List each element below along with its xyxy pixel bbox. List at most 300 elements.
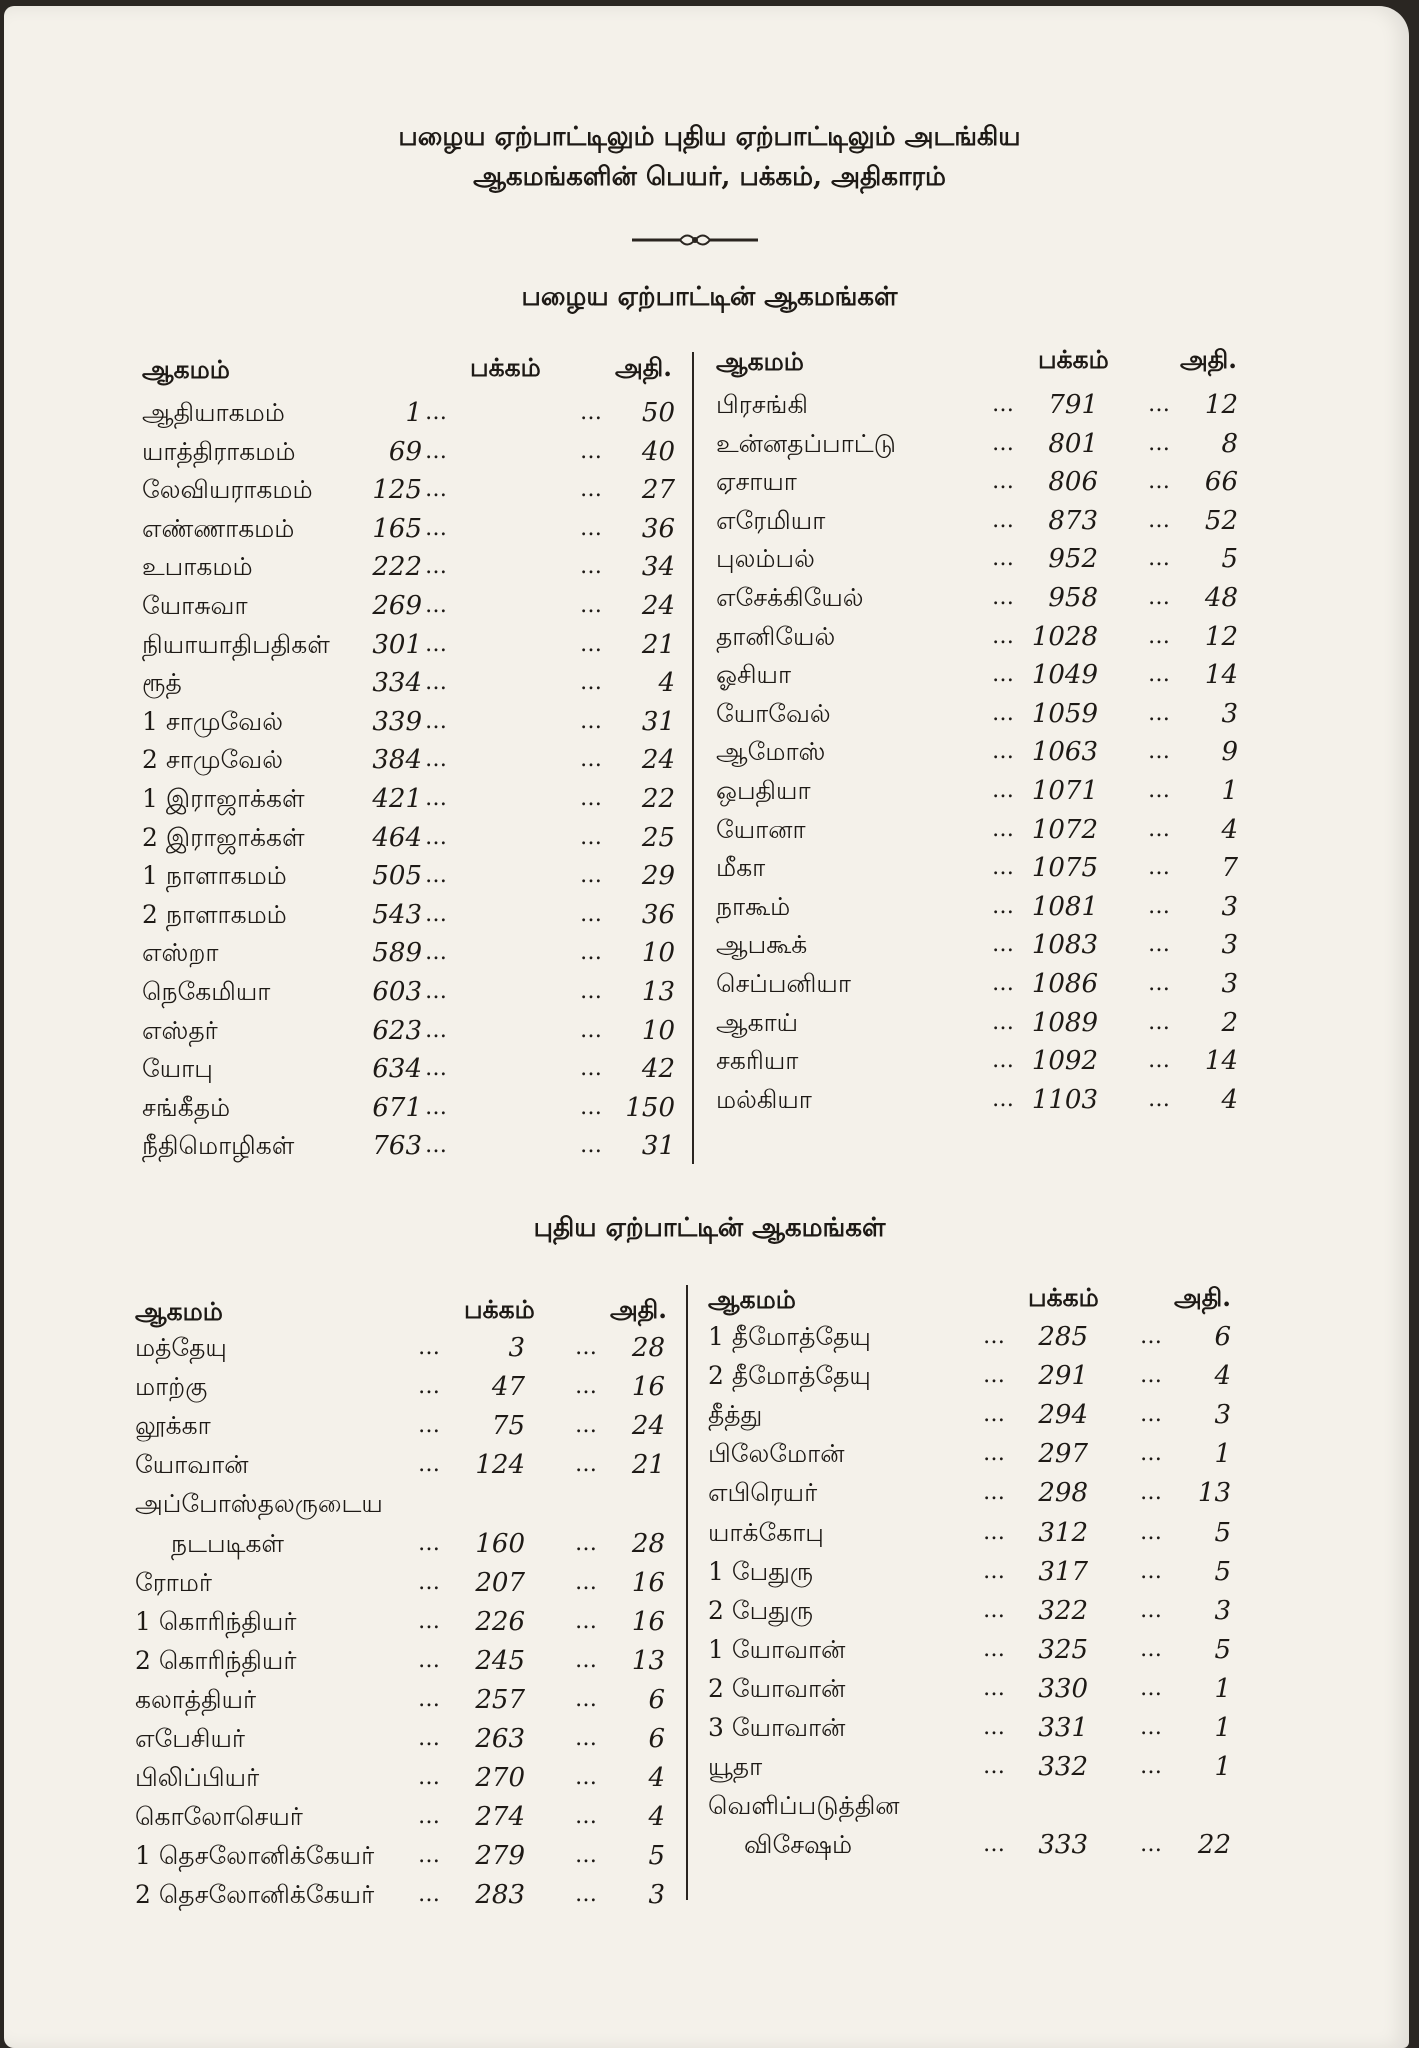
leader-dots: … <box>580 786 603 811</box>
chapter-count: 6 <box>648 1724 665 1754</box>
leader-dots: … <box>575 1647 598 1673</box>
page-number: 1072 <box>1031 814 1098 845</box>
book-name: 2 யோவான் <box>708 1673 846 1703</box>
page-number: 464 <box>372 822 422 853</box>
book-name: 1 தெசலோனிக்கேயர் <box>135 1841 375 1871</box>
chapter-count: 25 <box>641 822 675 853</box>
chapter-count: 5 <box>1221 544 1238 575</box>
leader-dots: … <box>425 1133 448 1159</box>
chapter-count: 21 <box>631 1450 665 1481</box>
leader-dots: … <box>1148 816 1171 842</box>
page-number: 958 <box>1048 583 1098 613</box>
chapter-count: 3 <box>1221 969 1238 999</box>
leader-dots: … <box>992 623 1015 649</box>
title-line-1: பழைய ஏற்பாட்டிலும் புதிய ஏற்பாட்டிலும் அடங்கிய <box>398 122 1021 152</box>
leader-dots: … <box>575 1686 598 1712</box>
chapter-count: 5 <box>1214 1517 1231 1548</box>
column-header-page: பக்கம் <box>1028 1283 1099 1312</box>
chapter-count: 3 <box>1221 698 1238 729</box>
page-number: 125 <box>372 475 422 506</box>
chapter-count: 24 <box>641 745 675 776</box>
leader-dots: … <box>1148 1048 1171 1074</box>
leader-dots: … <box>580 979 603 1004</box>
chapter-count: 6 <box>1214 1322 1231 1352</box>
book-name: லேவியராகமம் <box>142 475 313 505</box>
page-number: 1103 <box>1031 1084 1098 1115</box>
book-name: 1 தீமோத்தேயு <box>708 1322 871 1351</box>
leader-dots: … <box>1140 1636 1163 1662</box>
book-name: 2 நாளாகமம் <box>142 899 287 929</box>
leader-dots: … <box>983 1636 1006 1662</box>
page-number: 791 <box>1048 390 1098 420</box>
page-number: 806 <box>1048 467 1098 498</box>
book-name: அப்போஸ்தலருடைய <box>135 1489 383 1519</box>
chapter-count: 66 <box>1204 467 1238 498</box>
page-number: 1059 <box>1031 698 1098 729</box>
leader-dots: … <box>425 670 448 696</box>
page-number: 1049 <box>1031 660 1098 691</box>
chapter-count: 1 <box>1214 1752 1231 1783</box>
leader-dots: … <box>580 747 603 773</box>
leader-dots: … <box>992 971 1015 996</box>
leader-dots: … <box>580 631 603 657</box>
chapter-count: 50 <box>641 398 675 428</box>
leader-dots: … <box>1140 1754 1163 1780</box>
leader-dots: … <box>1148 585 1171 610</box>
leader-dots: … <box>575 1608 598 1634</box>
book-name: உபாகமம் <box>142 552 253 582</box>
column-header-chapters: அதி. <box>1180 345 1237 374</box>
page-number: 384 <box>372 745 422 776</box>
leader-dots: … <box>575 1530 598 1556</box>
leader-dots: … <box>1148 1086 1171 1112</box>
book-name: 2 கொரிந்தியர் <box>135 1645 297 1675</box>
page-number: 312 <box>1038 1517 1088 1548</box>
leader-dots: … <box>1148 392 1171 417</box>
column-header-book: ஆகமம் <box>716 347 804 376</box>
leader-dots: … <box>1140 1402 1163 1428</box>
leader-dots: … <box>580 1017 603 1043</box>
leader-dots: … <box>418 1569 441 1595</box>
book-name: உன்னதப்பாட்டு <box>716 428 896 458</box>
column-header-chapters: அதி. <box>1174 1283 1231 1312</box>
leader-dots: … <box>983 1597 1006 1623</box>
book-name: 1 சாமுவேல் <box>142 706 283 736</box>
page-number: 634 <box>372 1054 422 1085</box>
leader-dots: … <box>983 1480 1006 1506</box>
leader-dots: … <box>425 554 448 580</box>
book-name: சங்கீதம் <box>142 1092 231 1122</box>
book-name: மீகா <box>716 853 766 883</box>
chapter-count: 4 <box>648 1763 665 1794</box>
chapter-count: 31 <box>641 706 675 737</box>
leader-dots: … <box>580 670 603 696</box>
leader-dots: … <box>983 1675 1006 1701</box>
leader-dots: … <box>992 430 1015 456</box>
book-name: மாற்கு <box>135 1372 208 1402</box>
leader-dots: … <box>983 1363 1006 1389</box>
leader-dots: … <box>983 1441 1006 1467</box>
old-testament-heading: பழைய ஏற்பாட்டின் ஆகமங்கள் <box>521 282 898 312</box>
book-name: 1 நாளாகமம் <box>142 861 287 891</box>
chapter-count: 3 <box>1221 930 1238 961</box>
book-name: ஆபகூக் <box>716 930 808 960</box>
chapter-count: 9 <box>1221 737 1238 768</box>
leader-dots: … <box>575 1726 598 1751</box>
page-number: 317 <box>1038 1556 1088 1587</box>
leader-dots: … <box>1140 1519 1163 1545</box>
page-number: 339 <box>372 706 422 737</box>
leader-dots: … <box>1148 507 1171 533</box>
column-header-book: ஆகமம் <box>708 1285 796 1314</box>
book-name: யோனா <box>716 814 806 844</box>
leader-dots: … <box>575 1413 598 1439</box>
leader-dots: … <box>425 979 448 1004</box>
book-name: எசேக்கியேல் <box>716 583 864 612</box>
leader-dots: … <box>425 1094 448 1120</box>
book-name: கொலோசெயர் <box>135 1802 303 1832</box>
leader-dots: … <box>425 593 448 618</box>
chapter-count: 6 <box>648 1684 665 1715</box>
page-number: 294 <box>1038 1400 1088 1431</box>
leader-dots: … <box>992 932 1015 958</box>
book-name: ஓசியா <box>716 660 792 690</box>
leader-dots: … <box>992 585 1015 610</box>
book-name: எபிரெயர் <box>708 1478 818 1508</box>
leader-dots: … <box>1148 971 1171 996</box>
book-name: 3 யோவான் <box>708 1713 846 1742</box>
leader-dots: … <box>425 477 448 503</box>
leader-dots: … <box>425 400 448 425</box>
leader-dots: … <box>418 1452 441 1478</box>
old-testament-column-rule <box>692 352 694 1164</box>
chapter-count: 31 <box>641 1131 675 1162</box>
leader-dots: … <box>580 940 603 966</box>
leader-dots: … <box>1140 1441 1163 1467</box>
page-number: 763 <box>372 1131 422 1162</box>
chapter-count: 52 <box>1204 505 1238 536</box>
leader-dots: … <box>992 1009 1015 1035</box>
book-name: ரூத் <box>142 668 182 698</box>
page-number: 331 <box>1038 1713 1088 1743</box>
page-number: 226 <box>475 1606 525 1637</box>
page-number: 207 <box>475 1567 525 1598</box>
leader-dots: … <box>1140 1715 1163 1740</box>
book-name: நடபடிகள் <box>171 1528 284 1558</box>
leader-dots: … <box>1140 1363 1163 1389</box>
book-name: வெளிப்படுத்தின <box>708 1791 900 1821</box>
chapter-count: 36 <box>641 899 675 930</box>
book-name: நியாயாதிபதிகள் <box>142 629 330 659</box>
chapter-count: 34 <box>641 552 675 583</box>
chapter-count: 29 <box>641 861 675 892</box>
book-name: பிலிப்பியர் <box>135 1763 260 1793</box>
leader-dots: … <box>425 515 448 541</box>
page-number: 3 <box>508 1333 525 1363</box>
page-number: 1089 <box>1031 1007 1098 1038</box>
book-name: ஆமோஸ் <box>716 737 826 767</box>
chapter-count: 150 <box>625 1092 675 1123</box>
page-number: 165 <box>372 513 422 544</box>
leader-dots: … <box>575 1569 598 1595</box>
book-name: நாகூம் <box>716 891 791 921</box>
column-header-page: பக்கம் <box>1038 345 1109 374</box>
chapter-count: 13 <box>1197 1478 1231 1509</box>
leader-dots: … <box>425 631 448 657</box>
leader-dots: … <box>425 863 448 889</box>
book-name: யூதா <box>708 1752 763 1782</box>
chapter-count: 10 <box>641 938 675 969</box>
leader-dots: … <box>992 778 1015 803</box>
page-number: 332 <box>1038 1752 1088 1783</box>
new-testament-heading: புதிய ஏற்பாட்டின் ஆகமங்கள் <box>533 1213 886 1243</box>
leader-dots: … <box>983 1715 1006 1740</box>
chapter-count: 4 <box>1221 814 1238 845</box>
leader-dots: … <box>425 747 448 773</box>
book-name: ஆகாய் <box>716 1007 799 1037</box>
leader-dots: … <box>983 1832 1006 1858</box>
leader-dots: … <box>580 554 603 580</box>
chapter-count: 10 <box>641 1015 675 1046</box>
page-number: 222 <box>372 552 422 583</box>
chapter-count: 3 <box>1221 891 1238 922</box>
book-name: தானியேல் <box>716 621 836 651</box>
page-number: 1086 <box>1031 969 1098 999</box>
leader-dots: … <box>983 1519 1006 1545</box>
column-header-book: ஆகமம் <box>135 1297 223 1326</box>
leader-dots: … <box>983 1402 1006 1428</box>
chapter-count: 7 <box>1221 853 1238 884</box>
page-number: 1081 <box>1031 891 1098 922</box>
leader-dots: … <box>580 593 603 618</box>
chapter-count: 4 <box>1214 1361 1231 1392</box>
leader-dots: … <box>580 863 603 889</box>
leader-dots: … <box>575 1765 598 1791</box>
title-line-2: ஆகமங்களின் பெயர், பக்கம், அதிகாரம் <box>473 162 946 192</box>
page-number: 124 <box>475 1450 525 1481</box>
leader-dots: … <box>425 940 448 966</box>
leader-dots: … <box>580 901 603 927</box>
book-name: எஸ்றா <box>142 938 219 968</box>
leader-dots: … <box>418 1843 441 1869</box>
leader-dots: … <box>575 1882 598 1908</box>
book-name: யோசுவா <box>142 591 248 620</box>
book-name: ஒபதியா <box>716 776 811 805</box>
leader-dots: … <box>1148 700 1171 726</box>
chapter-count: 4 <box>1221 1084 1238 1115</box>
page-number: 671 <box>372 1092 422 1123</box>
leader-dots: … <box>418 1686 441 1712</box>
leader-dots: … <box>1148 662 1171 688</box>
page-number: 322 <box>1038 1595 1088 1626</box>
chapter-count: 1 <box>1221 776 1238 806</box>
chapter-count: 16 <box>631 1606 665 1637</box>
leader-dots: … <box>418 1413 441 1439</box>
chapter-count: 4 <box>658 668 675 699</box>
chapter-count: 28 <box>631 1528 665 1559</box>
leader-dots: … <box>1140 1558 1163 1584</box>
leader-dots: … <box>425 786 448 811</box>
leader-dots: … <box>1148 469 1171 495</box>
page-number: 801 <box>1048 428 1098 459</box>
book-name: யோவான் <box>135 1450 249 1480</box>
leader-dots: … <box>992 739 1015 765</box>
book-name: லூக்கா <box>135 1411 211 1441</box>
leader-dots: … <box>575 1374 598 1400</box>
leader-dots: … <box>418 1726 441 1751</box>
book-name: யோவேல் <box>716 698 831 728</box>
chapter-count: 1 <box>1214 1439 1231 1470</box>
chapter-count: 3 <box>648 1880 665 1911</box>
book-name: 2 பேதுரு <box>708 1595 814 1625</box>
book-name: விசேஷம் <box>744 1830 853 1860</box>
leader-dots: … <box>580 1094 603 1120</box>
chapter-count: 24 <box>631 1411 665 1442</box>
page-number: 69 <box>388 436 422 467</box>
leader-dots: … <box>1140 1675 1163 1701</box>
column-header-page: பக்கம் <box>470 353 541 382</box>
chapter-count: 22 <box>1197 1830 1231 1861</box>
leader-dots: … <box>418 1765 441 1791</box>
page-number: 873 <box>1048 505 1098 536</box>
page-number: 270 <box>475 1763 525 1794</box>
chapter-count: 5 <box>1214 1556 1231 1587</box>
book-name: யோபு <box>142 1054 213 1084</box>
leader-dots: … <box>580 515 603 541</box>
leader-dots: … <box>992 392 1015 417</box>
leader-dots: … <box>992 1086 1015 1112</box>
leader-dots: … <box>580 1056 603 1082</box>
ornament-divider <box>630 225 760 255</box>
page-number: 1092 <box>1031 1046 1098 1077</box>
book-name: 2 இராஜாக்கள் <box>142 822 305 852</box>
page-number: 1 <box>405 398 422 428</box>
page-number: 330 <box>1038 1673 1088 1704</box>
chapter-count: 28 <box>631 1333 665 1363</box>
page-number: 301 <box>372 629 422 660</box>
page-number: 274 <box>475 1802 525 1833</box>
page-number: 285 <box>1038 1322 1088 1352</box>
leader-dots: … <box>992 507 1015 533</box>
leader-dots: … <box>1148 546 1171 572</box>
column-header-page: பக்கம் <box>464 1295 535 1324</box>
chapter-count: 42 <box>641 1054 675 1085</box>
book-name: ரோமர் <box>135 1567 212 1597</box>
book-name: 2 தெசலோனிக்கேயர் <box>135 1880 375 1910</box>
book-name: நெகேமியா <box>142 977 271 1006</box>
leader-dots: … <box>1148 1009 1171 1035</box>
chapter-count: 12 <box>1204 621 1238 652</box>
leader-dots: … <box>992 855 1015 881</box>
page-number: 257 <box>475 1684 525 1715</box>
leader-dots: … <box>992 816 1015 842</box>
chapter-count: 3 <box>1214 1400 1231 1431</box>
leader-dots: … <box>1148 778 1171 803</box>
page-number: 263 <box>475 1724 525 1754</box>
page-number: 325 <box>1038 1634 1088 1665</box>
leader-dots: … <box>575 1804 598 1830</box>
page-number: 1083 <box>1031 930 1098 961</box>
book-name: ஏசாயா <box>716 467 797 497</box>
leader-dots: … <box>992 893 1015 919</box>
leader-dots: … <box>1140 1324 1163 1349</box>
leader-dots: … <box>1148 893 1171 919</box>
leader-dots: … <box>418 1608 441 1634</box>
leader-dots: … <box>992 469 1015 495</box>
leader-dots: … <box>1140 1597 1163 1623</box>
page-number: 1063 <box>1031 737 1098 768</box>
chapter-count: 40 <box>641 436 675 467</box>
chapter-count: 13 <box>631 1645 665 1676</box>
page-number: 298 <box>1038 1478 1088 1509</box>
book-name: கலாத்தியர் <box>135 1684 257 1714</box>
page-number: 421 <box>372 784 422 814</box>
leader-dots: … <box>575 1452 598 1478</box>
leader-dots: … <box>425 708 448 734</box>
chapter-count: 21 <box>641 629 675 660</box>
new-testament-column-rule <box>686 1285 688 1900</box>
leader-dots: … <box>1148 739 1171 765</box>
leader-dots: … <box>425 1056 448 1082</box>
leader-dots: … <box>983 1558 1006 1584</box>
book-name: எஸ்தர் <box>142 1015 218 1045</box>
book-name: 1 யோவான் <box>708 1634 846 1664</box>
chapter-count: 24 <box>641 591 675 621</box>
book-name: மத்தேயு <box>135 1333 227 1362</box>
leader-dots: … <box>580 1133 603 1159</box>
chapter-count: 1 <box>1214 1713 1231 1743</box>
book-name: நீதிமொழிகள் <box>142 1131 295 1161</box>
book-name: 1 கொரிந்தியர் <box>135 1606 297 1636</box>
leader-dots: … <box>992 700 1015 726</box>
page-number: 75 <box>491 1411 525 1442</box>
chapter-count: 27 <box>641 475 675 506</box>
leader-dots: … <box>425 824 448 850</box>
leader-dots: … <box>425 1017 448 1043</box>
column-header-book: ஆகமம் <box>142 355 230 384</box>
leader-dots: … <box>418 1335 441 1360</box>
book-name: புலம்பல் <box>716 544 815 574</box>
leader-dots: … <box>1140 1832 1163 1858</box>
chapter-count: 16 <box>631 1567 665 1598</box>
column-header-chapters: அதி. <box>610 1295 667 1324</box>
leader-dots: … <box>575 1843 598 1869</box>
book-name: 1 பேதுரு <box>708 1556 814 1586</box>
page-number: 623 <box>372 1015 422 1046</box>
book-name: பிரசங்கி <box>716 390 808 419</box>
leader-dots: … <box>1140 1480 1163 1506</box>
page-number: 279 <box>475 1841 525 1872</box>
column-header-chapters: அதி. <box>615 353 672 382</box>
page-number: 1071 <box>1031 776 1098 806</box>
leader-dots: … <box>1148 623 1171 649</box>
book-name: எரேமியா <box>716 505 826 535</box>
leader-dots: … <box>1148 855 1171 881</box>
page-number: 952 <box>1048 544 1098 575</box>
chapter-count: 14 <box>1204 1046 1238 1077</box>
leader-dots: … <box>992 662 1015 688</box>
leader-dots: … <box>425 901 448 927</box>
page-number: 297 <box>1038 1439 1088 1470</box>
chapter-count: 5 <box>648 1841 665 1872</box>
book-name: யாத்திராகமம் <box>142 436 296 466</box>
book-name: மல்கியா <box>716 1084 812 1114</box>
chapter-count: 13 <box>641 977 675 1007</box>
book-name: எண்ணாகமம் <box>142 513 295 543</box>
book-name: தீத்து <box>708 1400 763 1430</box>
leader-dots: … <box>580 477 603 503</box>
leader-dots: … <box>992 1048 1015 1074</box>
